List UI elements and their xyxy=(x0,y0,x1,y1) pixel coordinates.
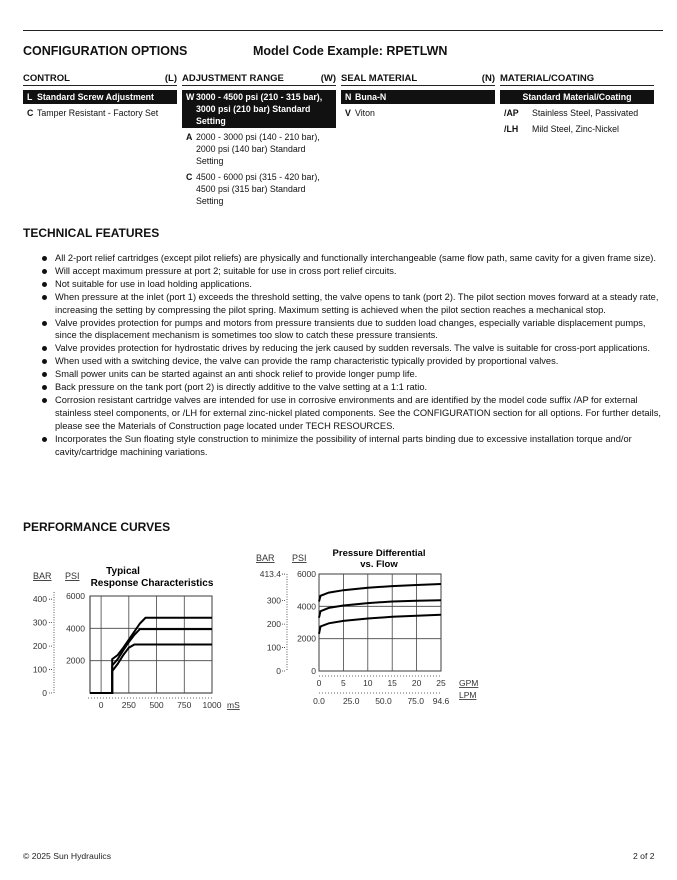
y-axis-label: BAR xyxy=(256,553,275,563)
option-item[interactable] xyxy=(182,90,336,128)
col-code: (W) xyxy=(320,73,336,84)
option-text: Stainless Steel, Passivated xyxy=(532,108,639,118)
x-tick-label: 0 xyxy=(98,700,104,710)
x2-axis-label: LPM xyxy=(459,690,477,700)
option-code: W xyxy=(186,92,195,102)
y-tick-label: 300 xyxy=(32,617,47,628)
top-rule xyxy=(23,30,663,31)
pressure-flow-chart xyxy=(252,545,492,710)
y-tick-label: 400 xyxy=(32,594,47,605)
list-item: Corrosion resistant cartridge valves are intended for use in corrosive environments and are identified by the model code suffix /AP for external stainless steel components, or /LH for external zinc-nickel plated components. See the CONFIGURATION section for all options. For further details, please see the Materials of Construction page located under TECH RESOURCES. xyxy=(40,394,662,433)
x-tick-label: 25 xyxy=(436,678,446,688)
option-code: C xyxy=(27,108,34,118)
option-text: Standard Screw Adjustment xyxy=(37,92,154,102)
chart-title: Response Characteristics xyxy=(90,578,214,589)
response-chart xyxy=(28,562,258,714)
list-item: Will accept maximum pressure at port 2; suitable for use in cross port relief circuits. xyxy=(40,265,662,278)
y-tick-label: 100 xyxy=(32,664,47,675)
x-tick-label: 10 xyxy=(363,678,373,688)
option-item[interactable] xyxy=(182,170,336,208)
y-tick-label: 2000 xyxy=(297,633,316,644)
option-text: Viton xyxy=(355,108,375,118)
material-options xyxy=(500,90,654,136)
y-tick-label: 200 xyxy=(32,641,47,652)
option-code: L xyxy=(27,92,33,102)
performance-title: PERFORMANCE CURVES xyxy=(23,520,171,534)
y-tick-label: 6000 xyxy=(66,591,85,601)
x-tick-label: 1000 xyxy=(202,700,222,710)
list-item: Not suitable for use in load holding applications. xyxy=(40,278,662,291)
list-item: Valve provides protection for hydrostatic drives by reducing the jerk caused by sudden reversals. The valve is suitable for cross-port applications. xyxy=(40,342,662,355)
col-head-seal xyxy=(341,73,495,86)
y-tick-label: 0 xyxy=(42,688,47,698)
chart-title: vs. Flow xyxy=(360,559,398,570)
x-tick-label: 15 xyxy=(387,678,397,688)
y-axis-label: PSI xyxy=(65,571,80,581)
x2-tick-label: 75.0 xyxy=(407,696,424,706)
col-head-adjustment xyxy=(182,73,336,86)
option-text: 4500 - 6000 psi (315 - 420 bar), 4500 psi (315 bar) Standard Setting xyxy=(196,172,320,206)
col-code: (L) xyxy=(164,73,177,84)
col-name: SEAL MATERIAL xyxy=(341,73,418,84)
option-item[interactable] xyxy=(182,130,336,168)
option-code: V xyxy=(345,108,351,118)
option-item[interactable] xyxy=(500,106,654,120)
x-tick-label: 20 xyxy=(411,678,422,688)
series-line-lower xyxy=(319,615,441,634)
option-code: /AP xyxy=(504,108,519,118)
list-item: Incorporates the Sun floating style construction to minimize the possibility of internal parts binding due to excessive installation torque and/or cavity/cartridge machining variations. xyxy=(40,433,662,459)
option-code: N xyxy=(345,92,352,102)
list-item: Back pressure on the tank port (port 2) is directly additive to the valve setting at a 1:1 ratio. xyxy=(40,381,662,394)
x2-tick-label: 25.0 xyxy=(342,696,360,706)
series-line-lower xyxy=(90,645,212,694)
col-head-material xyxy=(500,73,654,86)
y-tick-label: 413.4 xyxy=(259,569,281,580)
y-tick-label: 0 xyxy=(276,666,281,676)
chart-title: Typical xyxy=(106,566,140,577)
model-code-example: Model Code Example: RPETLWN xyxy=(253,44,448,58)
list-item: Small power units can be started against an anti shock relief to provide longer pump life. xyxy=(40,368,662,381)
y-tick-label: 200 xyxy=(266,619,281,630)
col-code: (N) xyxy=(481,73,495,84)
col-name: ADJUSTMENT RANGE xyxy=(182,73,284,84)
x2-tick-label: 94.6 xyxy=(432,696,450,706)
adjustment-options xyxy=(182,90,336,208)
option-item[interactable] xyxy=(23,90,177,104)
page-number: 2 of 2 xyxy=(633,851,655,861)
option-item[interactable] xyxy=(341,106,495,120)
y-tick-label: 0 xyxy=(311,666,316,676)
option-text: 3000 - 4500 psi (210 - 315 bar), 3000 psi (210 bar) Standard Setting xyxy=(196,92,323,126)
list-item: Valve provides protection for pumps and motors from pressure transients due to sudden load changes, especially variable displacement pumps, since the displacement mechanism is sometimes too slow to catch these pressure transients. xyxy=(40,317,662,343)
option-item[interactable] xyxy=(341,90,495,104)
y-tick-label: 100 xyxy=(266,642,281,653)
copyright: © 2025 Sun Hydraulics xyxy=(23,851,112,861)
col-head-control xyxy=(23,73,177,86)
x-tick-label: 0 xyxy=(316,678,322,688)
option-item[interactable] xyxy=(500,122,654,136)
option-text: Tamper Resistant - Factory Set xyxy=(37,108,159,118)
list-item: When pressure at the inlet (port 1) exceeds the threshold setting, the valve opens to tank (port 2). The pilot section moves forward at a steady rate, increasing the setting by compressing the pilot spring. Maximum setting is achieved when the pilot section reaches a mechanical stop. xyxy=(40,291,662,317)
x-tick-label: 5 xyxy=(341,678,346,688)
y-axis-label: BAR xyxy=(33,571,52,581)
option-text: 2000 - 3000 psi (140 - 210 bar), 2000 psi (140 bar) Standard Setting xyxy=(196,132,320,166)
option-code: A xyxy=(186,132,193,142)
x-tick-label: 750 xyxy=(177,700,192,710)
x-axis-label: GPM xyxy=(459,678,479,688)
x-tick-label: 250 xyxy=(121,700,136,710)
x2-tick-label: 0.0 xyxy=(313,696,325,706)
option-item[interactable] xyxy=(500,90,654,104)
x2-tick-label: 50.0 xyxy=(375,696,392,706)
chart-title: Pressure Differential xyxy=(332,548,426,559)
col-name: MATERIAL/COATING xyxy=(500,73,595,84)
option-code: C xyxy=(186,172,193,182)
y-tick-label: 6000 xyxy=(297,569,316,579)
list-item: All 2-port relief cartridges (except pilot reliefs) are physically and functionally interchangeable (same flow path, same cavity for a given frame size). xyxy=(40,252,662,265)
config-title: CONFIGURATION OPTIONS xyxy=(23,44,188,58)
seal-options xyxy=(341,90,495,120)
x-tick-label: 500 xyxy=(149,700,164,710)
x-axis-label: mS xyxy=(227,700,240,710)
y-tick-label: 4000 xyxy=(297,601,316,612)
option-code: /LH xyxy=(504,124,519,134)
technical-title: TECHNICAL FEATURES xyxy=(23,226,160,240)
y-tick-label: 300 xyxy=(266,595,281,606)
option-text: Mild Steel, Zinc-Nickel xyxy=(532,124,620,134)
option-item[interactable] xyxy=(23,106,177,120)
y-tick-label: 4000 xyxy=(66,623,85,634)
list-item: When used with a switching device, the valve can provide the ramp characteristic typically provided by proportional valves. xyxy=(40,355,662,368)
option-text: Buna-N xyxy=(355,92,387,102)
control-options xyxy=(23,90,177,120)
y-axis-label: PSI xyxy=(292,553,307,563)
col-name: CONTROL xyxy=(23,73,70,84)
technical-list xyxy=(40,252,662,459)
series-line-upper xyxy=(319,584,441,602)
y-tick-label: 2000 xyxy=(66,655,85,666)
option-text: Standard Material/Coating xyxy=(522,92,632,102)
